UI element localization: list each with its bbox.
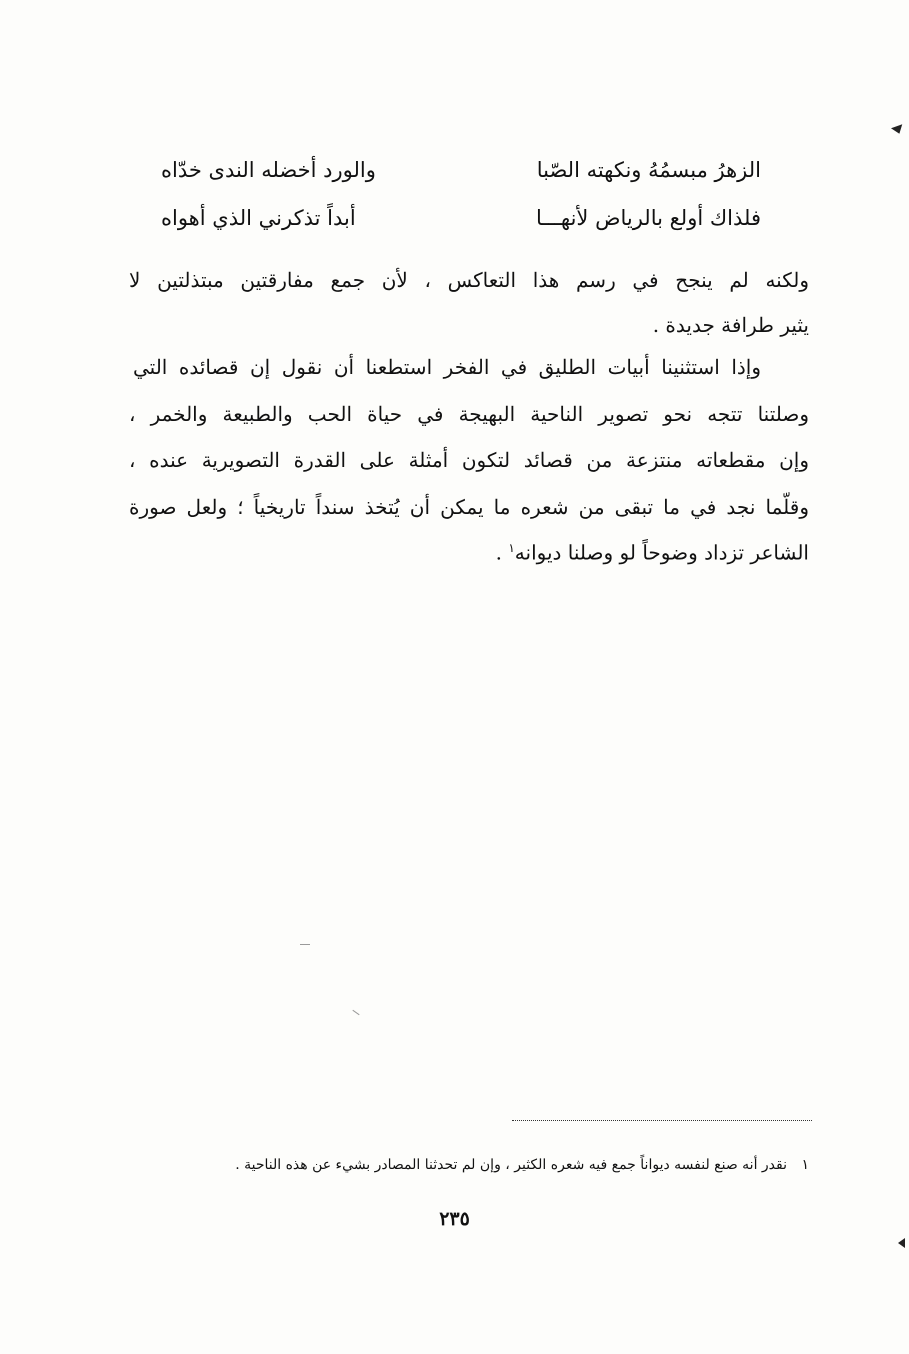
verse-2-first-hemistich: فلذاك أولع بالرياض لأنهـــا	[536, 206, 761, 230]
poem-verse-1	[161, 150, 761, 190]
footnote-reference: ١	[508, 541, 515, 555]
paragraph-2-line-4: وقلّما نجد في ما تبقى من شعره ما يمكن أن يُتخذ سنداً تاريخياً ؛ ولعل صورة	[129, 495, 809, 519]
paragraph-2-line-5	[129, 542, 809, 563]
footnote-text: نقدر أنه صنع لنفسه ديواناً جمع فيه شعره الكثير ، وإن لم تحدثنا المصادر بشيء عن هذه الناحية .	[235, 1157, 788, 1173]
scan-mark-bottom	[898, 1238, 905, 1248]
footnote-number: ١	[801, 1157, 809, 1173]
verse-2-second-hemistich: أبداً تذكرني الذي أهواه	[161, 206, 356, 230]
scan-speck	[352, 1010, 359, 1015]
page-number: ٢٣٥	[439, 1208, 470, 1230]
verse-1-second-hemistich: والورد أخضله الندى خدّاه	[161, 158, 376, 182]
verse-1-first-hemistich: الزهرُ مبسمُهُ ونكهته الصّبا	[536, 158, 761, 182]
footnote	[129, 1157, 809, 1173]
paragraph-2-line-2: وصلتنا تتجه نحو تصوير الناحية البهيجة في حياة الحب والطبيعة والخمر ،	[129, 402, 809, 426]
paragraph-2-line-5-text: الشاعر تزداد وضوحاً لو وصلنا ديوانه	[514, 540, 809, 565]
scan-speck	[300, 944, 310, 945]
poem-verse-2	[161, 198, 761, 238]
paragraph-2-line-3: وإن مقطعاته منتزعة من قصائد لتكون أمثلة على القدرة التصويرية عنده ،	[129, 448, 809, 472]
paragraph-1-line-2: يثير طرافة جديدة .	[652, 313, 809, 337]
paragraph-2-line-1: وإذا استثنينا أبيات الطليق في الفخر استطعنا أن نقول إن قصائده التي	[133, 355, 761, 379]
footnote-separator	[512, 1120, 812, 1121]
paragraph-1-line-1: ولكنه لم ينجح في رسم هذا التعاكس ، لأن جمع مفارقتين مبتذلتين لا	[129, 268, 809, 292]
scan-mark-top	[891, 124, 905, 136]
paragraph-2-line-5-end: .	[495, 540, 509, 565]
